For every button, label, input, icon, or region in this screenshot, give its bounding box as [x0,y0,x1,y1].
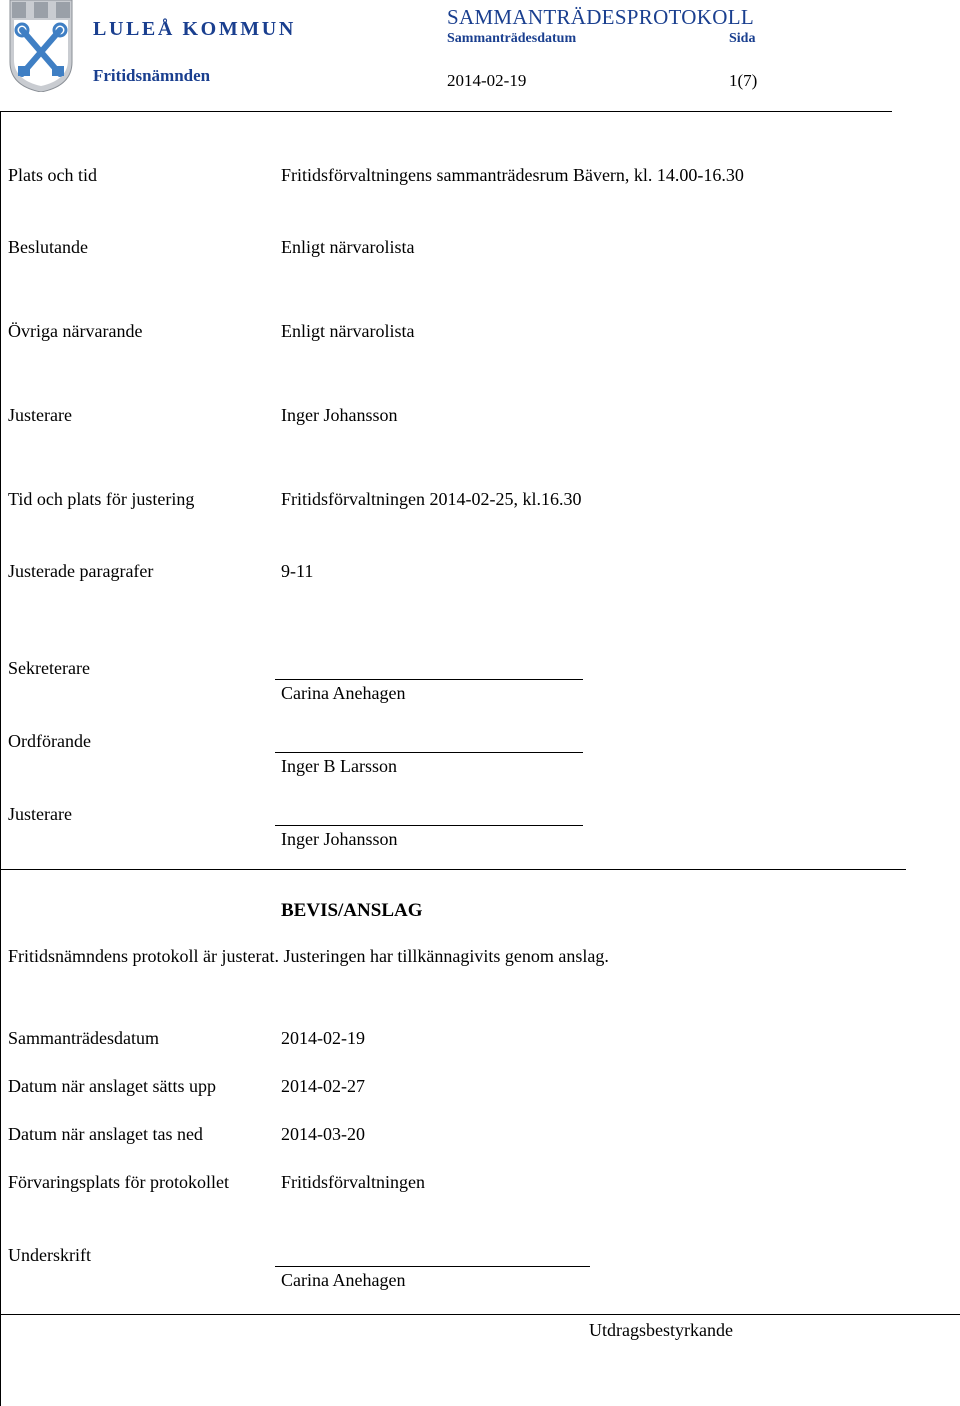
bevis-value-meeting-date: 2014-02-19 [281,1028,365,1048]
left-margin-line [0,111,1,1406]
row-label-deciding: Beslutande [8,237,88,257]
row-label-adjuster: Justerare [8,405,72,425]
signature-name-chair: Inger B Larsson [281,756,397,776]
meeting-date: 2014-02-19 [447,71,527,90]
page-number: 1(7) [729,71,758,90]
date-label: Sammanträdesdatum [447,31,577,46]
organization-name: LULEÅ KOMMUN [93,18,296,40]
signature-role-adjuster: Justerare [8,804,72,824]
row-label-paragraphs: Justerade paragrafer [8,561,154,581]
row-value-others-present: Enligt närvarolista [281,321,415,341]
signature-line [275,825,583,826]
row-value-paragraphs: 9-11 [281,561,314,581]
row-value-place-time: Fritidsförvaltningens sammanträdesrum Bävern, kl. 14.00-16.30 [281,165,744,185]
row-label-adjustment-time: Tid och plats för justering [8,489,195,509]
footer-divider [0,1314,960,1315]
signature-name: Carina Anehagen [281,1270,406,1290]
row-value-deciding: Enligt närvarolista [281,237,415,257]
signature-line [275,679,583,680]
bevis-label-removed-date: Datum när anslaget tas ned [8,1124,203,1144]
signature-role-chair: Ordförande [8,731,91,751]
header-divider [0,111,892,112]
signature-label: Underskrift [8,1245,91,1265]
section-divider [0,869,906,870]
bevis-value-posted-date: 2014-02-27 [281,1076,365,1096]
department-name: Fritidsnämnden [93,66,211,85]
signature-name-adjuster: Inger Johansson [281,829,398,849]
extract-certification-label: Utdragsbestyrkande [589,1320,733,1340]
bevis-value-removed-date: 2014-03-20 [281,1124,365,1144]
document-title: SAMMANTRÄDESPROTOKOLL [447,5,754,29]
signature-line [275,1266,590,1267]
signature-line [275,752,583,753]
row-label-place-time: Plats och tid [8,165,97,185]
bevis-value-storage: Fritidsförvaltningen [281,1172,425,1192]
bevis-label-meeting-date: Sammanträdesdatum [8,1028,159,1048]
row-value-adjustment-time: Fritidsförvaltningen 2014-02-25, kl.16.30 [281,489,582,509]
page-label: Sida [729,31,756,46]
signature-role-secretary: Sekreterare [8,658,90,678]
row-value-adjuster: Inger Johansson [281,405,398,425]
bevis-label-posted-date: Datum när anslaget sätts upp [8,1076,216,1096]
coat-of-arms-logo [8,0,74,92]
bevis-label-storage: Förvaringsplats för protokollet [8,1172,229,1192]
bevis-heading: BEVIS/ANSLAG [281,900,423,921]
row-label-others-present: Övriga närvarande [8,321,143,341]
signature-name-secretary: Carina Anehagen [281,683,406,703]
bevis-statement: Fritidsnämndens protokoll är justerat. Justeringen har tillkännagivits genom anslag. [8,946,609,966]
